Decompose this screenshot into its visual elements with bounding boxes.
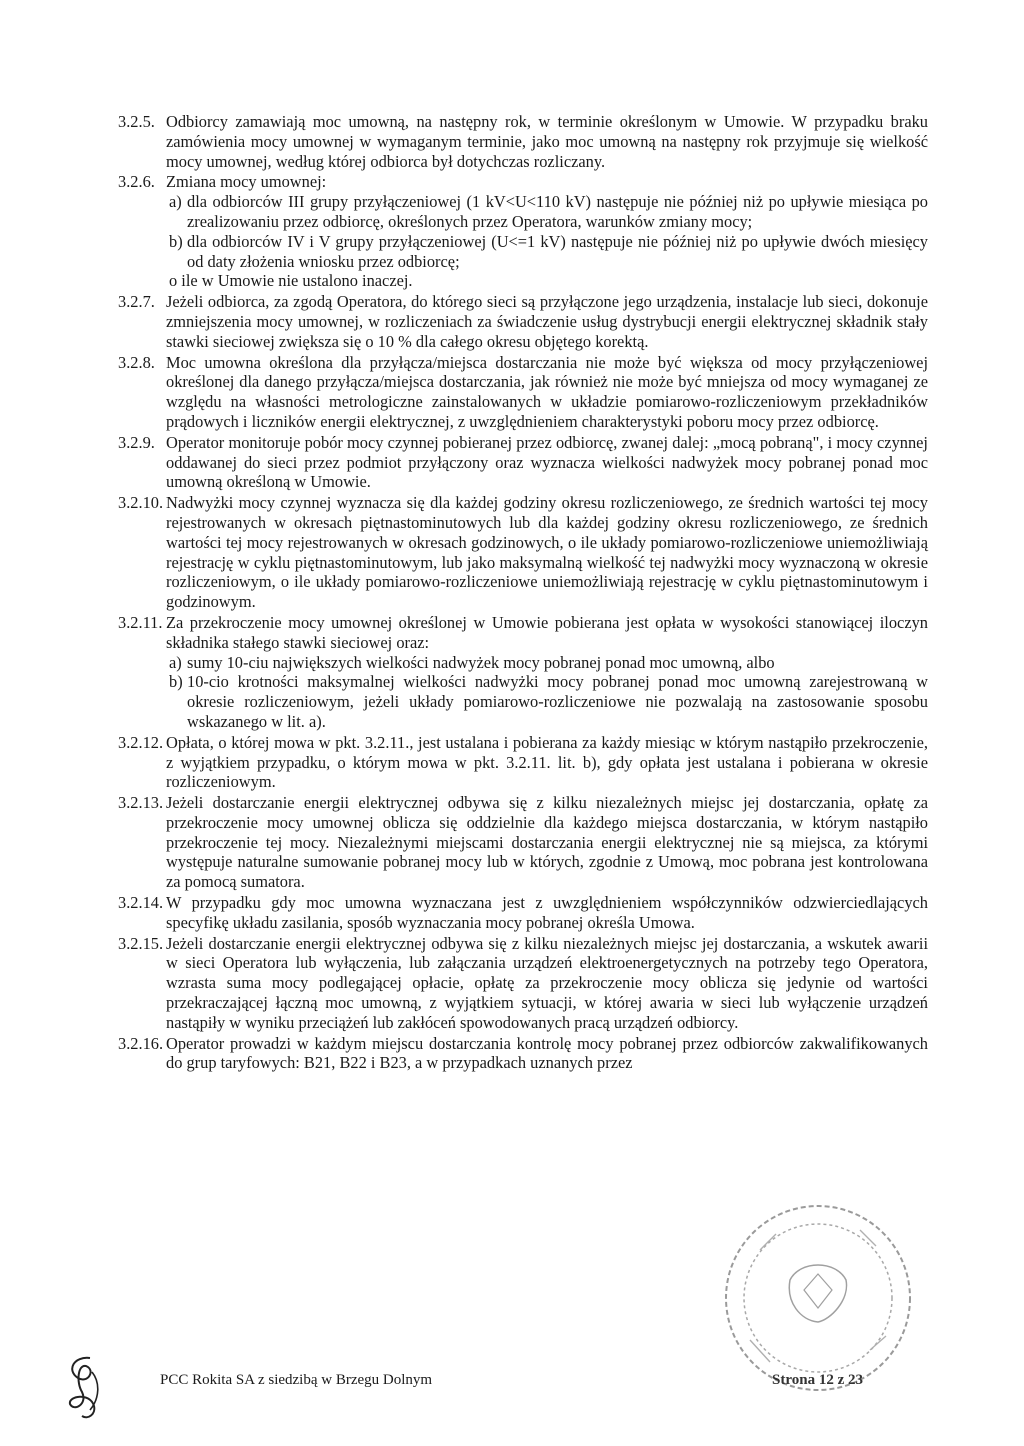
section-body: [166, 493, 928, 612]
section-number: 3.2.16.: [118, 1033, 164, 1053]
section-number: 3.2.6.: [118, 172, 155, 192]
section-number: 3.2.5.: [118, 112, 155, 131]
section-3-2-16: [118, 1034, 928, 1074]
section-paragraph: Jeżeli dostarczanie energii elektrycznej odbywa się z kilku niezależnych miejsc jej dostarczania, opłatę za przekroczenie mocy umownej oblicza się oddzielnie dla każdego miejsca dostarczania, w którym nastąpiło przekroczenie tej mocy. Niezależnymi miejscami dostarczania energii elektrycznej nie są miejsca, za którymi występuje naturalne sumowanie pobranej mocy lub w których, zgodnie z Umową, moc pobrana jest kontrolowana za pomocą sumatora.: [166, 793, 928, 892]
section-number: 3.2.13.: [118, 793, 164, 813]
section-paragraph: Jeżeli dostarczanie energii elektrycznej odbywa się z kilku niezależnych miejsc jej dostarczania, a wskutek awarii w sieci Operatora lub wyłączenia, lub załączania urządzeń elektroenergetycznych na potrzeby tego Operatora, wzrasta suma mocy podlegającej opłacie, opłatę za przekroczenie mocy oblicza się jedynie od wartości przekraczającej łączną moc umowną, z wyjątkiem sytuacji, w której awaria w sieci lub wyłączenie urządzeń nastąpiły w wyniku przeciążeń lub zakłóceń spowodowanych pracą urządzeń odbiorcy.: [166, 933, 928, 1032]
section-number: 3.2.11.: [118, 612, 163, 632]
section-paragraph: Operator monitoruje pobór mocy czynnej pobieranej przez odbiorcę, zwanej dalej: „mocą pobraną", i mocy czynnej oddawanej do sieci przez podmiot przyłączony oraz wyznacza wielkości nadwyżek mocy pobranej ponad moc umowną określoną w Umowie.: [166, 432, 928, 492]
section-number: 3.2.9.: [118, 432, 155, 452]
section-3-2-11: [118, 613, 928, 732]
section-3-2-10: [118, 493, 928, 612]
page-number: Strona 12 z 23: [772, 1372, 863, 1388]
section-paragraph: Jeżeli odbiorca, za zgodą Operatora, do którego sieci są przyłączone jego urządzenia, instalacje lub sieci, dokonuje zmniejszenia mocy umownej, w rozliczeniach za świadczenie usług dystrybucji energii elektrycznej składnik stały stawki sieciowej zwiększa się o 10 % dla całego okresu objętego korektą.: [166, 292, 928, 351]
section-body: [166, 172, 928, 291]
section-paragraph: Opłata, o której mowa w pkt. 3.2.11., jest ustalana i pobierana za każdy miesiąc w którym nastąpiło przekroczenie, z wyjątkiem przypadku, o którym mowa w pkt. 3.2.11. lit. b), gdy opłata jest ustalana i pobierana w okresie rozliczeniowym.: [166, 732, 928, 792]
document-body: [118, 112, 928, 1074]
list-item-label: a): [169, 192, 182, 212]
section-body: [166, 613, 928, 732]
section-note: o ile w Umowie nie ustalono inaczej.: [169, 271, 413, 291]
list-item-label: b): [169, 231, 183, 251]
section-number: 3.2.7.: [118, 292, 155, 312]
section-paragraph: Nadwyżki mocy czynnej wyznacza się dla każdej godziny okresu rozliczeniowego, ze średnich wartości tej mocy rejestrowanych w okresach piętnastominutowych lub dla każdej godziny okresu rozliczeniowego, ze średnich wartości tej mocy rejestrowanych w okresach godzinowych, o ile układy pomiarowo-rozliczeniowe uniemożliwiają rejestrację w cyklu piętnastominutowym, lub jako maksymalną wielkość tej nadwyżki mocy wyznaczoną w okresie rozliczeniowym, o ile układy pomiarowo-rozliczeniowe uniemożliwiają rejestrację w cyklu piętnastominutowym i godzinowym.: [166, 493, 928, 612]
section-body: [166, 934, 928, 1033]
list-item-text: sumy 10-ciu największych wielkości nadwyżek mocy pobranej ponad moc umowną, albo: [187, 652, 775, 672]
section-body: [166, 292, 928, 351]
section-number: 3.2.14.: [118, 893, 164, 913]
section-3-2-14: [118, 893, 928, 933]
section-body: [166, 733, 928, 792]
section-paragraph: Odbiorcy zamawiają moc umowną, na następny rok, w terminie określonym w Umowie. W przypadku braku zamówienia mocy umownej w wymaganym terminie, jako moc umowną na następny rok przyjmuje się wielkość mocy umownej, według której odbiorca był dotychczas rozliczany.: [166, 112, 928, 171]
section-3-2-7: [118, 292, 928, 351]
section-number: 3.2.15.: [118, 933, 164, 953]
section-number: 3.2.8.: [118, 352, 155, 372]
section-3-2-8: [118, 353, 928, 432]
section-body: [166, 112, 928, 171]
section-paragraph: Moc umowna określona dla przyłącza/miejsca dostarczania nie może być większa od mocy przyłączeniowej określonej dla danego przyłącza/miejsca dostarczania, jak również nie może być mniejsza od mocy wymaganej ze względu na własności metrologiczne zainstalowanych w układzie pomiarowo-rozliczeniowym przekładników prądowych i liczników energii elektrycznej, z uwzględnieniem charakterystyki poboru mocy przez odbiorcę.: [166, 352, 928, 431]
section-number: 3.2.10.: [118, 493, 164, 513]
list-item-text: 10-cio krotności maksymalnej wielkości nadwyżki mocy pobranej ponad moc umowną zarejestrowaną w okresie rozliczeniowym, jeżeli układy pomiarowo-rozliczeniowe nie pozwalają na zastosowanie sposobu wskazanego w lit. a).: [187, 672, 928, 731]
section-number: 3.2.12.: [118, 732, 164, 752]
list-item: [169, 653, 928, 673]
section-3-2-5: [118, 112, 928, 171]
section-body: [166, 1034, 928, 1074]
list-item-text: dla odbiorców IV i V grupy przyłączeniowej (U<=1 kV) następuje nie później niż po upływie dwóch miesięcy od daty złożenia wniosku przez odbiorcę;: [187, 231, 928, 271]
list-item: [169, 232, 928, 272]
section-3-2-6: [118, 172, 928, 291]
section-3-2-13: [118, 793, 928, 892]
section-body: [166, 433, 928, 492]
section-3-2-12: [118, 733, 928, 792]
section-body: [166, 893, 928, 933]
section-paragraph: Zmiana mocy umownej:: [166, 172, 327, 192]
section-paragraph: Operator prowadzi w każdym miejscu dostarczania kontrolę mocy pobranej przez odbiorców zakwalifikowanych do grup taryfowych: B21, B22 i B23, a w przypadkach uznanych przez: [166, 1033, 928, 1073]
section-3-2-15: [118, 934, 928, 1033]
list-item-text: dla odbiorców III grupy przyłączeniowej (1 kV<U<110 kV) następuje nie później niż po upływie miesiąca po zrealizowaniu przez odbiorcę, określonych przez Operatora, warunków zmiany mocy;: [187, 192, 928, 231]
list-item-label: b): [169, 672, 183, 692]
list-item-label: a): [169, 652, 182, 672]
section-body: [166, 793, 928, 892]
handwritten-initials-signature: [60, 1352, 110, 1422]
list-item: [169, 192, 928, 232]
section-3-2-9: [118, 433, 928, 492]
footer-company: PCC Rokita SA z siedzibą w Brzegu Dolnym: [160, 1372, 433, 1388]
section-paragraph: Za przekroczenie mocy umownej określonej w Umowie pobierana jest opłata w wysokości stanowiącej iloczyn składnika stałego stawki sieciowej oraz:: [166, 612, 928, 652]
list-item: [169, 672, 928, 731]
section-paragraph: W przypadku gdy moc umowna wyznaczana jest z uwzględnieniem współczynników odzwierciedlających specyfikę układu zasilania, sposób wyznaczania mocy pobranej określa Umowa.: [166, 893, 928, 932]
section-body: [166, 353, 928, 432]
